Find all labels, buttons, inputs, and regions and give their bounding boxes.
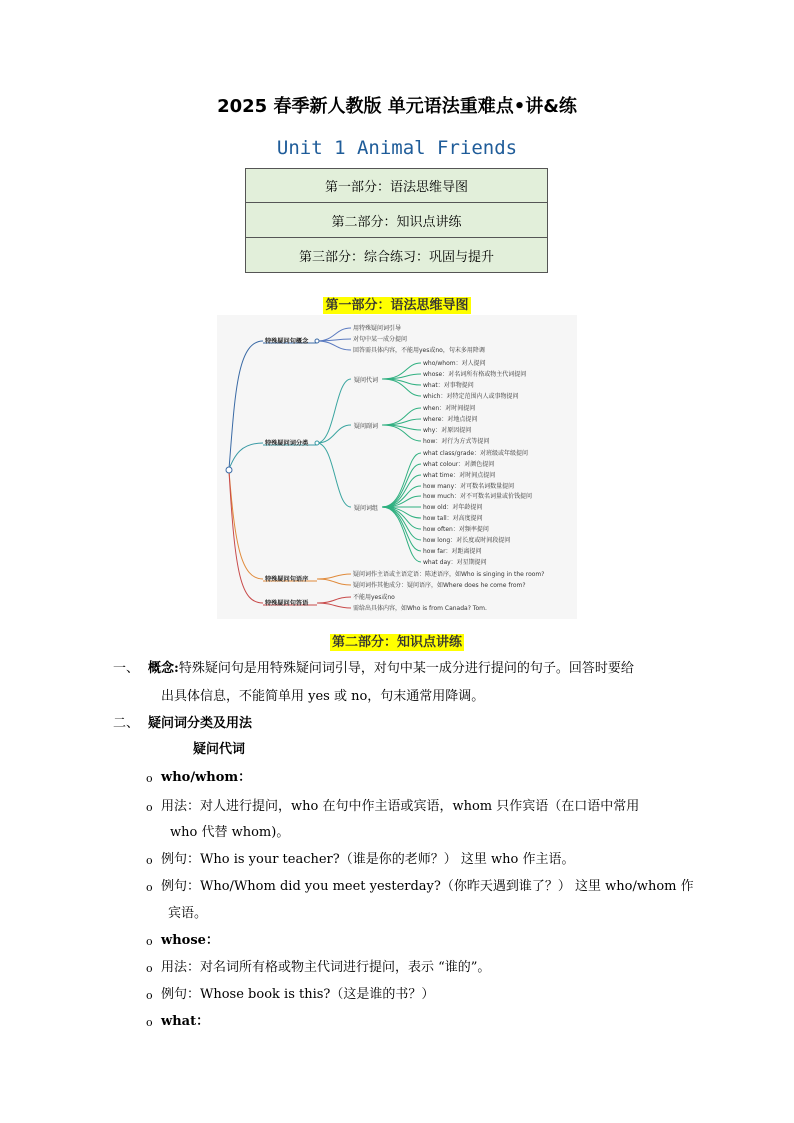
mindmap-branch-classification: 特殊疑问词分类 (265, 440, 309, 447)
mindmap-leaf: why：对原因提问 (423, 427, 472, 434)
bullet-marker: o (146, 772, 153, 785)
mindmap-group-adverbs: 疑问副词 (354, 423, 379, 430)
bullet-who-example2-cont: 宾语。 (168, 906, 208, 921)
bullet-whose-usage: 用法：对名词所有格或物主代词进行提问，表示 “谁的”。 (161, 960, 491, 975)
mindmap-leaf: when：对时间提问 (423, 405, 476, 412)
mindmap-leaf: which：对特定范围内人或事物提问 (423, 393, 519, 400)
bullet-who-example1: 例句：Who is your teacher?（谁是你的老师？） 这里 who 作主语。 (161, 852, 575, 867)
bullet-marker: o (146, 854, 153, 867)
mindmap-leaf: how many：对可数名词数量提问 (423, 483, 515, 490)
toc-item-part2: 第二部分：知识点讲练 (246, 203, 548, 238)
part2-heading: 第二部分：知识点讲练 (331, 635, 462, 650)
part1-heading: 第一部分：语法思维导图 (325, 298, 469, 313)
mindmap-leaf: how：对行为方式等提问 (423, 438, 490, 445)
mindmap-leaf: 不能用yes或no (353, 594, 395, 601)
mindmap-group-phrases: 疑问词组 (354, 505, 379, 512)
bullet-marker: o (146, 1016, 153, 1029)
toc-item-part1: 第一部分：语法思维导图 (246, 169, 548, 203)
mindmap-leaf: 用特殊疑问词引导 (353, 325, 402, 332)
mindmap-leaf: how old：对年龄提问 (423, 504, 483, 511)
bullet-what: what： (161, 1014, 210, 1029)
mindmap-leaf: what time：对时间点提问 (423, 472, 496, 479)
mindmap-leaf: whose：对名词所有格或物主代词提问 (423, 371, 527, 378)
mindmap-branch-word-order: 特殊疑问句语序 (265, 576, 309, 583)
section2-number: 二、 (113, 716, 140, 731)
pronouns-subheading: 疑问代词 (193, 742, 246, 757)
bullet-marker: o (146, 962, 153, 975)
section1-line1: 概念:特殊疑问句是用特殊疑问词引导，对句中某一成分进行提问的句子。回答时要给 (148, 661, 634, 676)
mindmap-leaf: how long：对长度或时间段提问 (423, 537, 511, 544)
bullet-whose: whose： (161, 933, 219, 948)
document-title: 2025 春季新人教版 单元语法重难点•讲&练 (217, 96, 577, 117)
bullet-who-whom: who/whom： (161, 770, 252, 785)
mindmap-leaf: how tall：对高度提问 (423, 515, 483, 522)
grammar-mind-map (217, 315, 577, 619)
mindmap-leaf: what：对事物提问 (423, 382, 474, 389)
mindmap-leaf: 需给出具体内容，如Who is from Canada? Tom. (353, 605, 487, 612)
bullet-marker: o (146, 801, 153, 814)
mindmap-leaf: where：对地点提问 (423, 416, 478, 423)
mindmap-branch-answers: 特殊疑问句答语 (265, 600, 309, 607)
unit-title: Unit 1 Animal Friends (276, 137, 518, 159)
mindmap-leaf: what colour：对颜色提问 (423, 461, 495, 468)
toc-item-part3: 第三部分：综合练习：巩固与提升 (246, 238, 548, 273)
mindmap-leaf: 疑问词作主语或主语定语：陈述语序，如Who is singing in the room? (353, 571, 545, 578)
bullet-marker: o (146, 881, 153, 894)
mindmap-leaf: how often：对频率提问 (423, 526, 489, 533)
bullet-marker: o (146, 989, 153, 1002)
mindmap-leaf: 对句中某一成分提问 (353, 336, 408, 343)
section1-line2: 出具体信息，不能简单用 yes 或 no，句末通常用降调。 (161, 689, 485, 704)
bullet-who-usage-cont: who 代替 whom)。 (170, 825, 290, 840)
section1-number: 一、 (113, 661, 140, 676)
mindmap-leaf: how far：对距离提问 (423, 548, 482, 555)
bullet-who-usage: 用法：对人进行提问，who 在句中作主语或宾语，whom 只作宾语（在口语中常用 (161, 799, 640, 814)
mindmap-branch-concept: 特殊疑问句概念 (265, 338, 309, 345)
mindmap-leaf: how much：对不可数名词量或价钱提问 (423, 493, 533, 500)
mindmap-leaf: what day：对星期提问 (423, 559, 487, 566)
bullet-marker: o (146, 935, 153, 948)
bullet-whose-example: 例句：Whose book is this?（这是谁的书？） (161, 987, 435, 1002)
mindmap-leaf: 疑问词作其他成分：疑问语序，如Where does he come from? (353, 582, 526, 589)
table-of-contents (245, 168, 548, 273)
mindmap-leaf: 回答需具体内容，不能用yes或no，句末多用降调 (353, 347, 485, 354)
mindmap-leaf: what class/grade：对班级或年级提问 (423, 450, 529, 457)
bullet-who-example2: 例句：Who/Whom did you meet yesterday?（你昨天遇到谁了？） 这里 who/whom 作 (161, 879, 694, 894)
section2-heading: 疑问词分类及用法 (148, 716, 253, 731)
mindmap-leaf: who/whom：对人提问 (423, 360, 486, 367)
mindmap-group-pronouns: 疑问代词 (354, 377, 379, 384)
